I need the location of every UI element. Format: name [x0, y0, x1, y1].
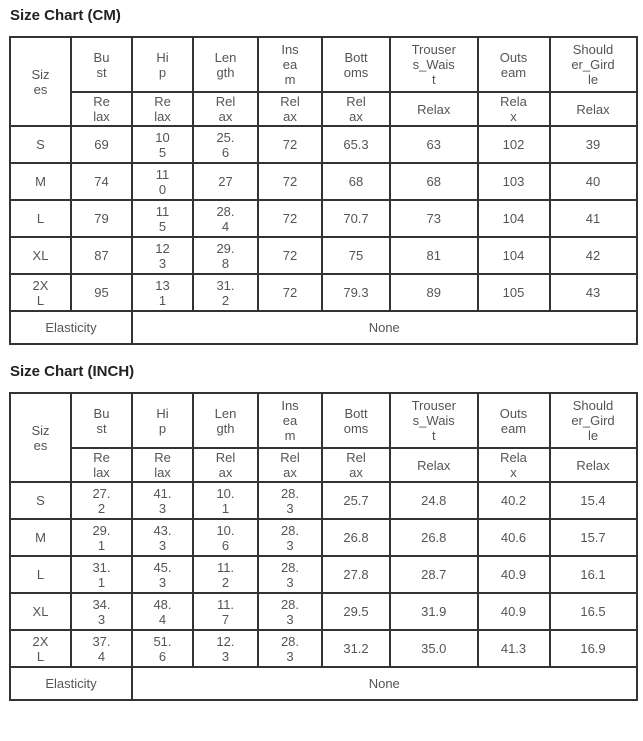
size-chart-cm-section	[9, 7, 643, 345]
fit-header-cell: Relax	[259, 93, 323, 127]
size-row	[11, 127, 638, 164]
fit-row	[11, 449, 638, 483]
value-cell: 89	[391, 275, 479, 312]
fit-header-cell: Relax	[72, 449, 133, 483]
elasticity-label-cell: Elasticity	[11, 668, 133, 701]
size-chart-cm-table	[9, 36, 638, 345]
fit-header-cell: Relax	[391, 449, 479, 483]
column-header-cell: Hip	[133, 394, 194, 449]
column-header-cell: Length	[194, 394, 259, 449]
value-cell: 16.5	[551, 594, 638, 631]
fit-header-cell: Relax	[133, 93, 194, 127]
footer-row	[11, 668, 638, 701]
column-header-cell: Outseam	[479, 38, 551, 93]
value-cell: 105	[479, 275, 551, 312]
value-cell: 25.6	[194, 127, 259, 164]
value-cell: 40.6	[479, 520, 551, 557]
value-cell: 45.3	[133, 557, 194, 594]
value-cell: 40.2	[479, 483, 551, 520]
value-cell: 72	[259, 238, 323, 275]
value-cell: 42	[551, 238, 638, 275]
value-cell: 15.7	[551, 520, 638, 557]
value-cell: 41	[551, 201, 638, 238]
value-cell: 115	[133, 201, 194, 238]
value-cell: 110	[133, 164, 194, 201]
value-cell: 68	[323, 164, 391, 201]
fit-header-cell: Relax	[133, 449, 194, 483]
column-header-cell: Bust	[72, 394, 133, 449]
column-header-cell: Bust	[72, 38, 133, 93]
column-header-cell: Trousers_Waist	[391, 394, 479, 449]
value-cell: 27.8	[323, 557, 391, 594]
column-header-cell: Shoulder_Girdle	[551, 394, 638, 449]
value-cell: 65.3	[323, 127, 391, 164]
value-cell: 72	[259, 164, 323, 201]
footer-row	[11, 312, 638, 345]
elasticity-label-cell: Elasticity	[11, 312, 133, 345]
value-cell: 102	[479, 127, 551, 164]
value-cell: 74	[72, 164, 133, 201]
value-cell: 11.7	[194, 594, 259, 631]
value-cell: 10.6	[194, 520, 259, 557]
size-row	[11, 557, 638, 594]
size-cell: S	[11, 483, 72, 520]
value-cell: 28.4	[194, 201, 259, 238]
value-cell: 16.1	[551, 557, 638, 594]
sizes-header-cell: Sizes	[11, 38, 72, 127]
value-cell: 48.4	[133, 594, 194, 631]
value-cell: 81	[391, 238, 479, 275]
size-row	[11, 631, 638, 668]
column-header-cell: Shoulder_Girdle	[551, 38, 638, 93]
column-header-cell: Trousers_Waist	[391, 38, 479, 93]
value-cell: 69	[72, 127, 133, 164]
value-cell: 28.3	[259, 520, 323, 557]
value-cell: 75	[323, 238, 391, 275]
value-cell: 28.3	[259, 483, 323, 520]
size-row	[11, 201, 638, 238]
value-cell: 29.5	[323, 594, 391, 631]
size-cell: M	[11, 520, 72, 557]
fit-header-cell: Relax	[391, 93, 479, 127]
fit-header-cell: Relax	[259, 449, 323, 483]
value-cell: 72	[259, 127, 323, 164]
value-cell: 68	[391, 164, 479, 201]
value-cell: 27	[194, 164, 259, 201]
value-cell: 63	[391, 127, 479, 164]
fit-header-cell: Relax	[323, 93, 391, 127]
value-cell: 31.2	[194, 275, 259, 312]
fit-header-cell: Relax	[72, 93, 133, 127]
value-cell: 31.9	[391, 594, 479, 631]
sizes-header-cell: Sizes	[11, 394, 72, 483]
size-cell: S	[11, 127, 72, 164]
size-cell: M	[11, 164, 72, 201]
elasticity-value-cell: None	[133, 312, 638, 345]
value-cell: 51.6	[133, 631, 194, 668]
fit-header-cell: Relax	[479, 449, 551, 483]
value-cell: 24.8	[391, 483, 479, 520]
fit-header-cell: Relax	[551, 93, 638, 127]
value-cell: 27.2	[72, 483, 133, 520]
value-cell: 43.3	[133, 520, 194, 557]
size-row	[11, 594, 638, 631]
value-cell: 12.3	[194, 631, 259, 668]
value-cell: 39	[551, 127, 638, 164]
value-cell: 25.7	[323, 483, 391, 520]
size-cell: 2XL	[11, 275, 72, 312]
elasticity-value-cell: None	[133, 668, 638, 701]
value-cell: 31.1	[72, 557, 133, 594]
fit-header-cell: Relax	[323, 449, 391, 483]
value-cell: 28.3	[259, 631, 323, 668]
value-cell: 16.9	[551, 631, 638, 668]
column-header-cell: Bottoms	[323, 394, 391, 449]
column-header-cell: Hip	[133, 38, 194, 93]
fit-header-cell: Relax	[479, 93, 551, 127]
size-row	[11, 238, 638, 275]
value-cell: 41.3	[479, 631, 551, 668]
value-cell: 72	[259, 201, 323, 238]
column-header-cell: Outseam	[479, 394, 551, 449]
value-cell: 73	[391, 201, 479, 238]
header-row	[11, 38, 638, 93]
size-chart-inch-section	[9, 363, 643, 701]
value-cell: 79	[72, 201, 133, 238]
value-cell: 40.9	[479, 557, 551, 594]
value-cell: 26.8	[391, 520, 479, 557]
fit-header-cell: Relax	[551, 449, 638, 483]
value-cell: 11.2	[194, 557, 259, 594]
size-chart-inch-table	[9, 392, 638, 701]
fit-row	[11, 93, 638, 127]
value-cell: 70.7	[323, 201, 391, 238]
value-cell: 29.1	[72, 520, 133, 557]
value-cell: 31.2	[323, 631, 391, 668]
size-row	[11, 275, 638, 312]
size-chart-cm-title: Size Chart (CM)	[10, 7, 121, 24]
size-cell: L	[11, 201, 72, 238]
value-cell: 40	[551, 164, 638, 201]
column-header-cell: Inseam	[259, 394, 323, 449]
value-cell: 95	[72, 275, 133, 312]
size-cell: XL	[11, 238, 72, 275]
value-cell: 104	[479, 201, 551, 238]
column-header-cell: Bottoms	[323, 38, 391, 93]
value-cell: 28.7	[391, 557, 479, 594]
value-cell: 105	[133, 127, 194, 164]
value-cell: 28.3	[259, 557, 323, 594]
size-row	[11, 520, 638, 557]
value-cell: 43	[551, 275, 638, 312]
size-chart-inch-title: Size Chart (INCH)	[10, 363, 135, 380]
value-cell: 79.3	[323, 275, 391, 312]
fit-header-cell: Relax	[194, 449, 259, 483]
value-cell: 26.8	[323, 520, 391, 557]
column-header-cell: Inseam	[259, 38, 323, 93]
value-cell: 104	[479, 238, 551, 275]
value-cell: 131	[133, 275, 194, 312]
value-cell: 103	[479, 164, 551, 201]
value-cell: 34.3	[72, 594, 133, 631]
column-header-cell: Length	[194, 38, 259, 93]
size-row	[11, 483, 638, 520]
value-cell: 29.8	[194, 238, 259, 275]
value-cell: 87	[72, 238, 133, 275]
header-row	[11, 394, 638, 449]
value-cell: 41.3	[133, 483, 194, 520]
value-cell: 28.3	[259, 594, 323, 631]
fit-header-cell: Relax	[194, 93, 259, 127]
value-cell: 15.4	[551, 483, 638, 520]
value-cell: 35.0	[391, 631, 479, 668]
size-row	[11, 164, 638, 201]
value-cell: 40.9	[479, 594, 551, 631]
value-cell: 72	[259, 275, 323, 312]
size-cell: 2XL	[11, 631, 72, 668]
value-cell: 123	[133, 238, 194, 275]
size-cell: XL	[11, 594, 72, 631]
value-cell: 10.1	[194, 483, 259, 520]
size-cell: L	[11, 557, 72, 594]
value-cell: 37.4	[72, 631, 133, 668]
